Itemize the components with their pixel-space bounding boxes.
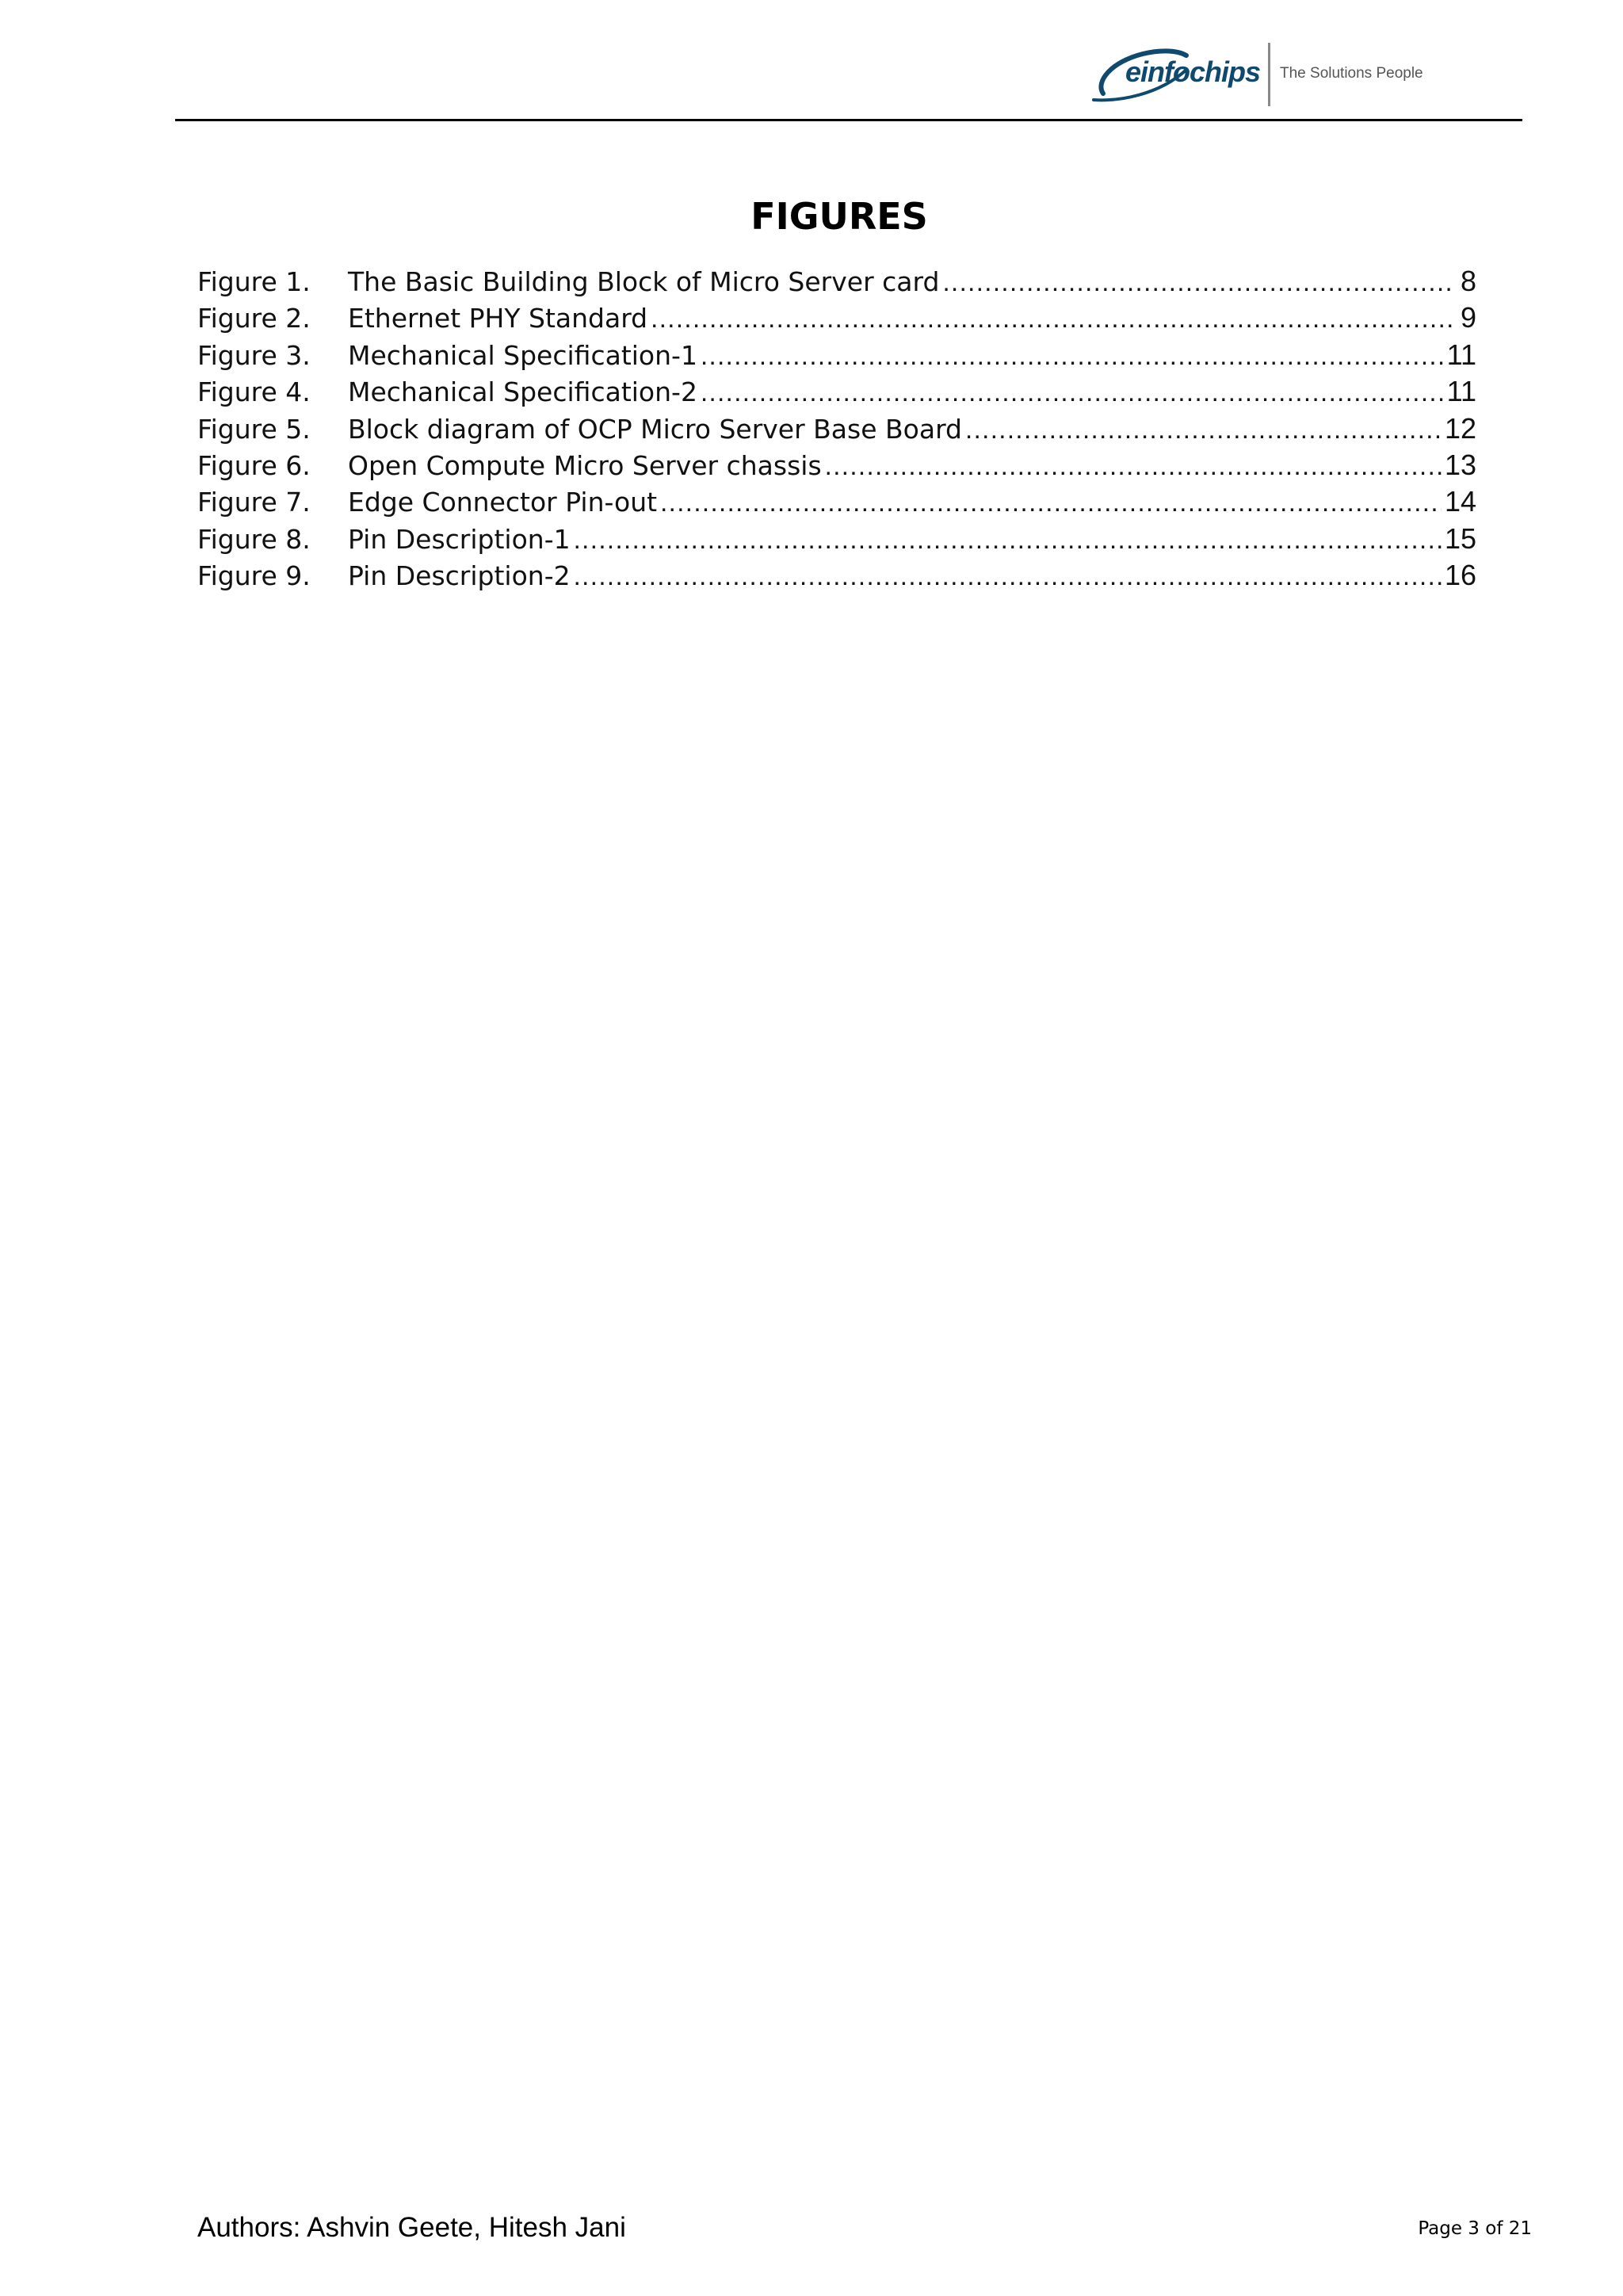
figure-page-number: 14: [1444, 485, 1476, 518]
dot-leader: [825, 451, 1442, 481]
figure-page-number: 11: [1446, 338, 1476, 371]
logo-tagline: The Solutions People: [1280, 65, 1423, 82]
figure-title: Mechanical Specification-1: [348, 339, 697, 371]
figure-number: Figure 3.: [197, 339, 311, 371]
dot-leader: [660, 487, 1442, 518]
figure-entry[interactable]: [197, 522, 1476, 559]
figure-entry[interactable]: [197, 338, 1476, 375]
figure-title: Block diagram of OCP Micro Server Base Board: [348, 413, 963, 445]
figure-title: The Basic Building Block of Micro Server card: [348, 266, 940, 297]
dot-leader: [701, 377, 1444, 407]
dot-leader: [651, 304, 1456, 334]
figure-number: Figure 1.: [197, 266, 311, 297]
figure-page-number: 12: [1444, 411, 1476, 445]
logo-wordmark: einfochips: [1125, 55, 1261, 88]
logo-divider: [1268, 43, 1270, 106]
figure-page-number: 13: [1444, 448, 1476, 481]
figure-number: Figure 2.: [197, 303, 311, 334]
figure-number: Figure 6.: [197, 449, 311, 481]
section-title: FIGURES: [750, 195, 928, 238]
figure-page-number: 16: [1444, 559, 1476, 592]
figures-list: [197, 265, 1476, 596]
dot-leader: [574, 525, 1442, 555]
footer-authors: Authors: Ashvin Geete, Hitesh Jani: [197, 2212, 626, 2243]
figure-entry[interactable]: [197, 265, 1476, 301]
figure-title: Open Compute Micro Server chassis: [348, 449, 822, 481]
figure-entry[interactable]: [197, 559, 1476, 595]
figure-page-number: 8: [1460, 265, 1476, 297]
figure-entry[interactable]: [197, 412, 1476, 449]
figure-number: Figure 9.: [197, 560, 311, 592]
dot-leader: [574, 561, 1442, 591]
figure-title: Pin Description-2: [348, 560, 571, 592]
figure-entry[interactable]: [197, 301, 1476, 338]
figure-page-number: 9: [1460, 301, 1476, 334]
dot-leader: [942, 267, 1456, 297]
figure-entry[interactable]: [197, 485, 1476, 521]
figure-page-number: 11: [1446, 375, 1476, 408]
footer-page-number: Page 3 of 21: [1418, 2218, 1532, 2239]
figure-number: Figure 5.: [197, 413, 311, 445]
figure-page-number: 15: [1444, 521, 1476, 555]
figure-entry[interactable]: [197, 449, 1476, 485]
figure-title: Pin Description-1: [348, 523, 571, 555]
figure-title: Ethernet PHY Standard: [348, 303, 648, 334]
company-logo: [1087, 38, 1436, 111]
figure-title: Edge Connector Pin-out: [348, 487, 658, 518]
header-rule: [175, 119, 1522, 121]
figure-entry[interactable]: [197, 375, 1476, 411]
dot-leader: [965, 415, 1442, 445]
figure-number: Figure 4.: [197, 376, 311, 408]
figure-title: Mechanical Specification-2: [348, 376, 697, 408]
dot-leader: [701, 341, 1444, 371]
figure-number: Figure 7.: [197, 487, 311, 518]
figure-number: Figure 8.: [197, 523, 311, 555]
